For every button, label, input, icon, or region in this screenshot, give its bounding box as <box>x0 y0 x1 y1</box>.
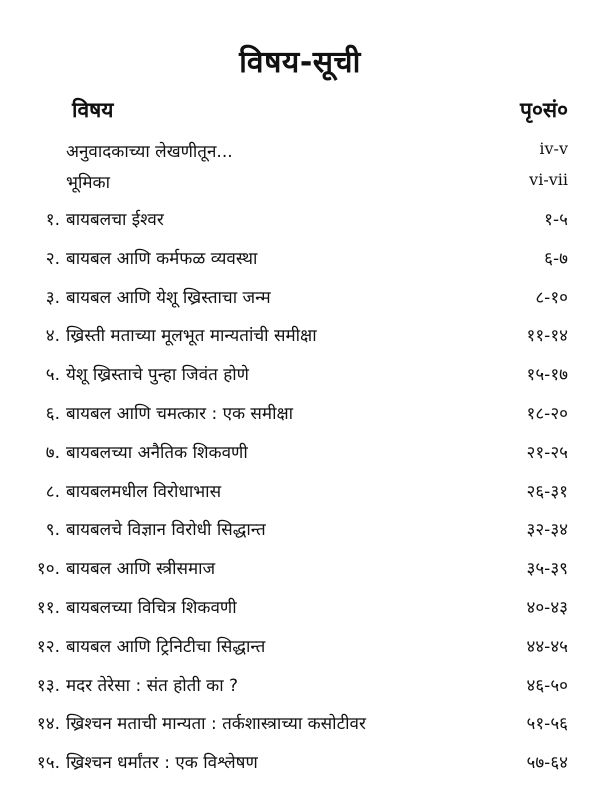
chapter-pages: ११-१४ <box>526 326 568 347</box>
chapter-row <box>0 589 600 628</box>
chapter-pages: ५७-६४ <box>526 753 568 774</box>
chapter-number: ११. <box>36 597 60 618</box>
chapter-number: ४. <box>45 326 60 347</box>
chapter-pages: ३५-३९ <box>526 559 568 580</box>
chapter-row <box>0 317 600 356</box>
chapter-pages: ४४-४५ <box>526 636 568 657</box>
page-column-header: पृ०सं० <box>520 98 568 122</box>
chapter-row <box>0 705 600 744</box>
chapter-row <box>0 240 600 279</box>
chapter-row <box>0 550 600 589</box>
chapter-row <box>0 473 600 512</box>
chapter-list <box>0 201 600 783</box>
chapter-row <box>0 434 600 473</box>
chapter-title: बायबल आणि येशू ख्रिस्ताचा जन्म <box>66 287 271 308</box>
chapter-number: १२. <box>36 636 60 657</box>
chapter-pages: ३२-३४ <box>526 520 568 541</box>
chapter-pages: ५१-५६ <box>526 714 568 735</box>
chapter-number: ७. <box>45 442 60 463</box>
chapter-number: १३. <box>36 675 60 696</box>
chapter-number: २. <box>45 248 60 269</box>
chapter-number: ३. <box>45 287 60 308</box>
chapter-number: ६. <box>45 403 60 424</box>
chapter-title: मदर तेरेसा : संत होती का ? <box>66 675 239 696</box>
intro-item-pages: vi-vii <box>529 170 568 189</box>
chapter-title: ख्रिश्चन धर्मांतर : एक विश्लेषण <box>66 753 258 774</box>
chapter-number: १५. <box>36 753 60 774</box>
chapter-title: बायबल आणि स्त्रीसमाज <box>66 559 216 580</box>
chapter-title: बायबल आणि चमत्कार : एक समीक्षा <box>66 403 294 424</box>
chapter-pages: ६-७ <box>544 248 568 269</box>
intro-item-text: भूमिका <box>66 173 110 193</box>
chapter-row <box>0 667 600 706</box>
chapter-title: बायबलच्या अनैतिक शिकवणी <box>66 442 248 463</box>
chapter-pages: २१-२५ <box>526 442 568 463</box>
chapter-row <box>0 356 600 395</box>
chapter-pages: २६-३१ <box>526 481 568 502</box>
chapter-number: ५. <box>45 365 60 386</box>
chapter-number: ९. <box>45 520 60 541</box>
chapter-row <box>0 279 600 318</box>
chapter-pages: १८-२० <box>526 403 568 424</box>
chapter-title: बायबलचा ईश्वर <box>66 210 164 230</box>
chapter-number: १. <box>45 210 60 230</box>
chapter-row <box>0 395 600 434</box>
chapter-pages: १-५ <box>544 210 568 230</box>
chapter-pages: ४०-४३ <box>526 597 568 618</box>
intro-item-preface <box>66 170 568 193</box>
chapter-number: १४. <box>36 714 60 735</box>
intro-item-pages: iv-v <box>539 139 568 158</box>
chapter-title: ख्रिश्चन मताची मान्यता : तर्कशास्त्राच्या कसोटीवर <box>66 714 366 735</box>
chapter-row <box>0 744 600 783</box>
chapter-number: १०. <box>36 559 60 580</box>
subject-column-header: विषय <box>72 98 114 122</box>
chapter-title: बायबलमधील विरोधाभास <box>66 481 222 502</box>
chapter-title: येशू ख्रिस्ताचे पुन्हा जिवंत होणे <box>66 365 249 386</box>
chapter-number: ८. <box>45 481 60 502</box>
chapter-pages: ४६-५० <box>526 675 568 696</box>
chapter-title: ख्रिस्ती मताच्या मूलभूत मान्यतांची समीक्षा <box>66 326 317 347</box>
chapter-row <box>0 201 600 240</box>
chapter-title: बायबलच्या विचित्र शिकवणी <box>66 597 237 618</box>
intro-item-translator-note <box>66 139 568 162</box>
intro-item-text: अनुवादकाच्या लेखणीतून... <box>66 142 233 162</box>
chapter-row <box>0 628 600 667</box>
chapter-title: बायबल आणि कर्मफळ व्यवस्था <box>66 248 258 269</box>
chapter-title: बायबलचे विज्ञान विरोधी सिद्धान्त <box>66 520 266 541</box>
chapter-row <box>0 511 600 550</box>
page-title: विषय-सूची <box>239 45 361 80</box>
chapter-pages: ८-१० <box>535 287 568 308</box>
chapter-pages: १५-१७ <box>526 365 568 386</box>
chapter-title: बायबल आणि ट्रिनिटीचा सिद्धान्त <box>66 636 266 657</box>
